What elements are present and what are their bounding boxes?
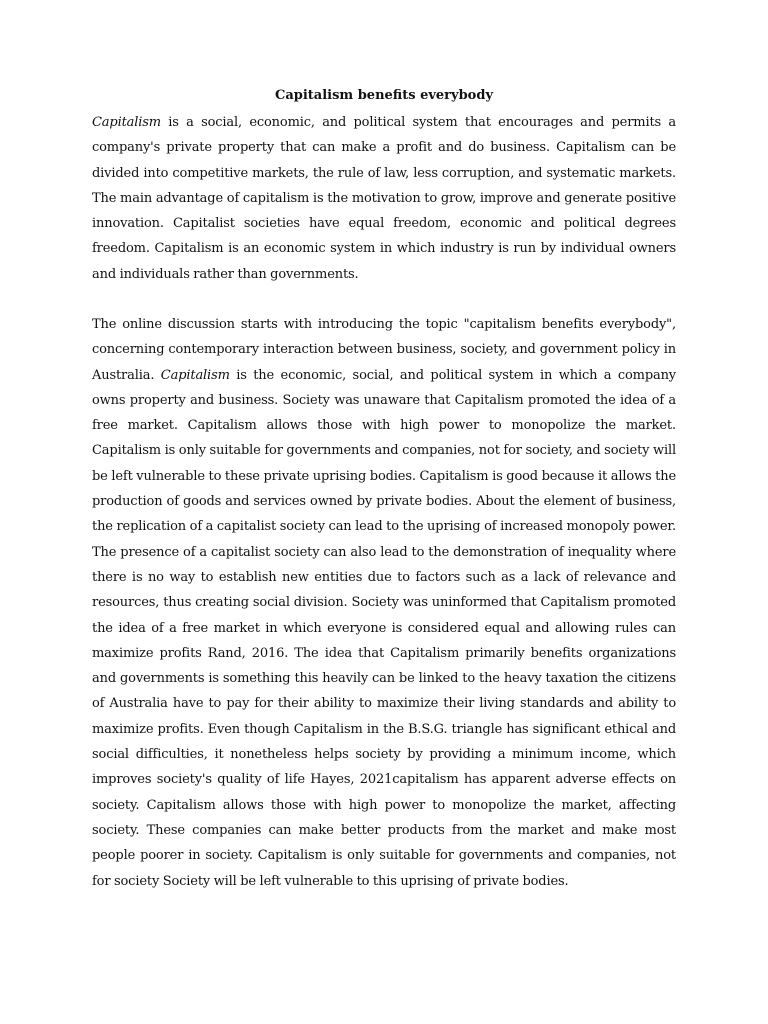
paragraph-1-italic-term: Capitalism	[92, 115, 161, 130]
paragraph-1	[92, 110, 676, 287]
paragraph-2-italic-term: Capitalism	[160, 367, 230, 383]
paragraph-1-text: is a social, economic, and political system that encourages and permits a company's private property that can make a profit and do business. Capitalism can be divided into competitive markets, the rule of law, less corruption, and systematic markets. The main advantage of capitalism is the motivation to grow, improve and generate positive innovation. Capitalist societies have equal freedom, economic and political degrees freedom. Capitalism is an economic system in which industry is run by individual owners and individuals rather than governments.	[92, 115, 676, 282]
paragraph-2-text-before: The online discussion starts with introducing the topic "capitalism benefits everybody", concerning contemporary interaction between business, society, and government policy in Australia.	[92, 317, 676, 383]
document-title: Capitalism benefits everybody	[275, 88, 493, 103]
paragraph-2	[92, 312, 676, 894]
paragraph-2-text-after: is the economic, social, and political system in which a company owns property and business. Society was unaware that Capitalism promoted the idea of a free market. Capitalism allows those with high power to monopolize the market. Capitalism is only suitable for governments and companies, not for society, and society will be left vulnerable to these private uprising bodies. Capitalism is good because it allows the production of goods and services owned by private bodies. About the element of business, the replication of a capitalist society can lead to the uprising of increased monopoly power. The presence of a capitalist society can also lead to the demonstration of inequality where there is no way to establish new entities due to factors such as a lack of relevance and resources, thus creating social division. Society was uninformed that Capitalism promoted the idea of a free market in which everyone is considered equal and allowing rules can maximize profits Rand, 2016. The idea that Capitalism primarily benefits organizations and governments is something this heavily can be linked to the heavy taxation the citizens of Australia have to pay for their ability to maximize their living standards and ability to maximize profits. Even though Capitalism in the B.S.G. triangle has significant ethical and social difficulties, it nonetheless helps society by providing a minimum income, which improves society's quality of life Hayes, 2021capitalism has apparent adverse effects on society. Capitalism allows those with high power to monopolize the market, affecting society. These companies can make better products from the market and make most people poorer in society. Capitalism is only suitable for governments and companies, not for society Society will be left vulnerable to this uprising of private bodies.	[92, 367, 677, 889]
